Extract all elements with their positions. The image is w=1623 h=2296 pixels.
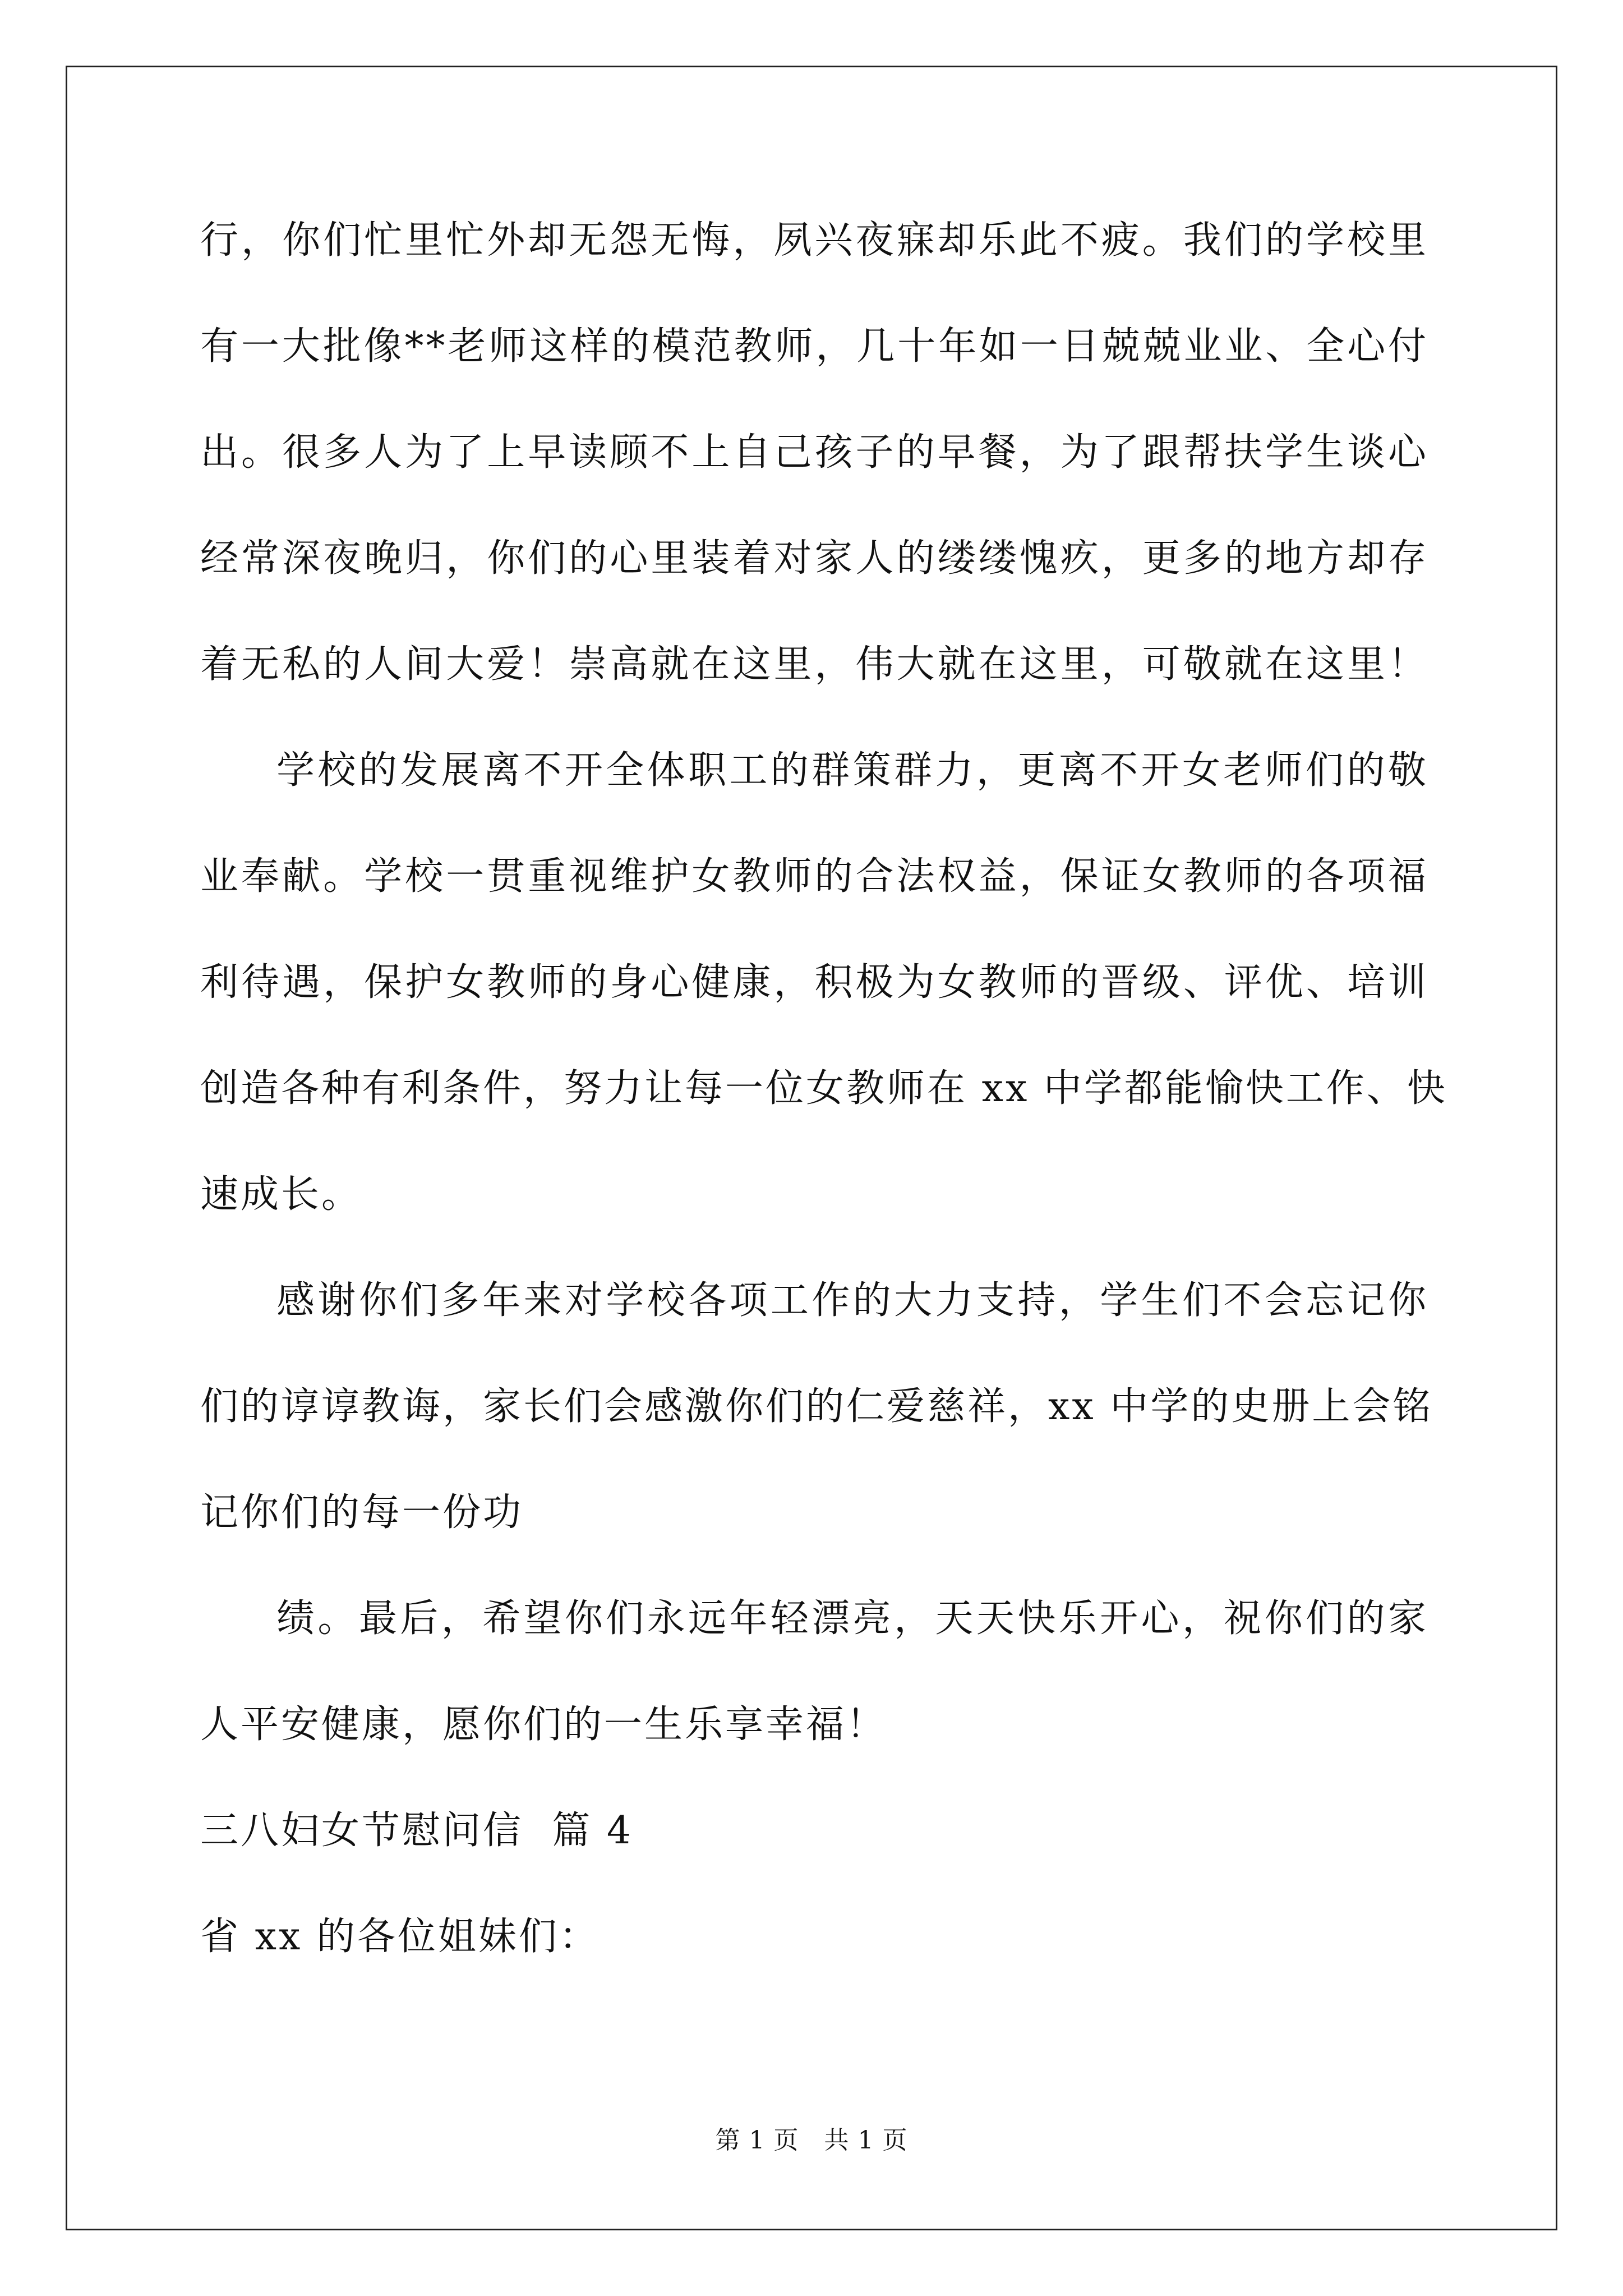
paragraph-line: 感谢你们多年来对学校各项工作的大力支持，学生们不会忘记你 bbox=[276, 1278, 1428, 1323]
paragraph-line: 着无私的人间大爱！崇高就在这里，伟大就在这里，可敬就在这里！ bbox=[200, 642, 1428, 687]
page-border bbox=[66, 66, 1557, 2230]
page-footer: 第 1 页 共 1 页 bbox=[715, 2126, 908, 2155]
paragraph-line: 有一大批像**老师这样的模范教师，几十年如一日兢兢业业、全心付 bbox=[200, 324, 1428, 369]
paragraph-line: 绩。最后，希望你们永远年轻漂亮，天天快乐开心，祝你们的家 bbox=[276, 1596, 1428, 1641]
paragraph-line: 经常深夜晚归，你们的心里装着对家人的缕缕愧疚，更多的地方却存 bbox=[200, 536, 1428, 581]
paragraph-line: 们的谆谆教诲，家长们会感激你们的仁爱慈祥，xx 中学的史册上会铭 bbox=[200, 1384, 1433, 1429]
paragraph-line: 速成长。 bbox=[200, 1172, 362, 1217]
paragraph-line: 利待遇，保护女教师的身心健康，积极为女教师的晋级、评优、培训 bbox=[200, 960, 1428, 1005]
paragraph-line: 人平安健康，愿你们的一生乐享幸福！ bbox=[200, 1703, 887, 1747]
paragraph-line: 创造各种有利条件，努力让每一位女教师在 xx 中学都能愉快工作、快 bbox=[200, 1066, 1447, 1111]
paragraph-line: 业奉献。学校一贯重视维护女教师的合法权益，保证女教师的各项福 bbox=[200, 854, 1428, 899]
paragraph-line: 学校的发展离不开全体职工的群策群力，更离不开女老师们的敬 bbox=[276, 748, 1428, 793]
section-heading: 三八妇女节慰问信 篇 4 bbox=[200, 1809, 634, 1853]
salutation-line: 省 xx 的各位姐妹们： bbox=[200, 1915, 600, 1959]
paragraph-line: 出。很多人为了上早读顾不上自己孩子的早餐，为了跟帮扶学生谈心 bbox=[200, 430, 1428, 475]
paragraph-line: 记你们的每一份功 bbox=[200, 1490, 524, 1535]
paragraph-line: 行，你们忙里忙外却无怨无悔，夙兴夜寐却乐此不疲。我们的学校里 bbox=[200, 218, 1428, 263]
